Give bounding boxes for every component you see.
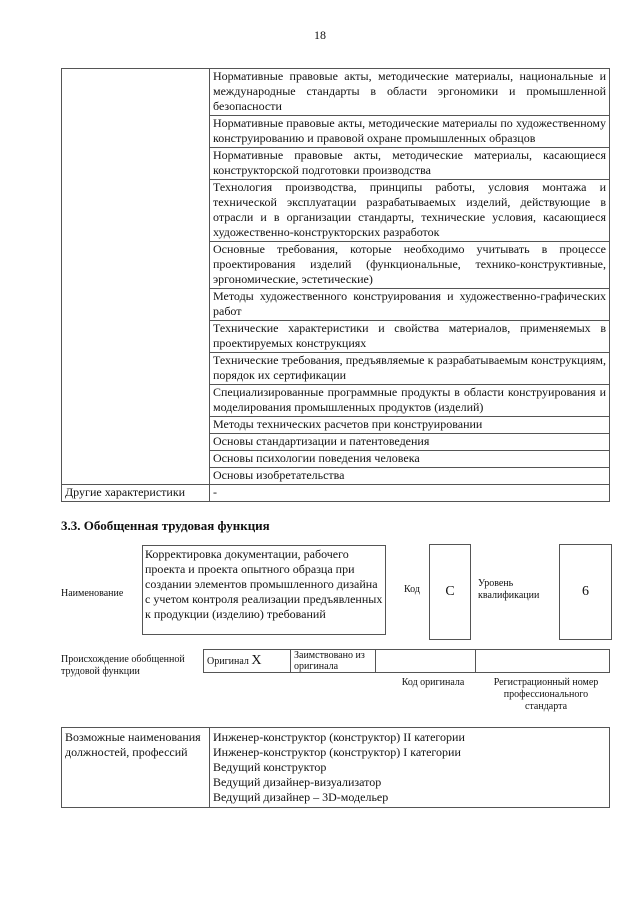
other-characteristics-value: - [210, 485, 610, 502]
code-original-label: Код оригинала [401, 677, 465, 688]
positions-label: Возможные наименования должностей, профессий [62, 728, 210, 808]
qualification-level-box: 6 [559, 544, 612, 640]
positions-table [61, 727, 610, 808]
knowledge-item: Основы изобретательства [210, 468, 610, 485]
knowledge-item: Основы психологии поведения человека [210, 451, 610, 468]
original-label: Оригинал [207, 656, 249, 667]
knowledge-item: Основы стандартизации и патентоведения [210, 434, 610, 451]
knowledge-item: Методы художественного конструирования и художественно-графических работ [210, 289, 610, 321]
knowledge-item: Технология производства, принципы работы, условия монтажа и технической эксплуатации разрабатываемых изделий, действующие в отрасли и в организации стандарты, технические условия, касающиеся художественно-конструкторских разработок [210, 180, 610, 242]
knowledge-item: Методы технических расчетов при конструировании [210, 417, 610, 434]
function-name-box: Корректировка документации, рабочего проекта и проекта опытного образца при создании элементов промышленного дизайна с учетом контроля реализации предъявленных к продукции (изделию) требований [142, 545, 386, 635]
origin-label: Происхождение обобщенной трудовой функции [61, 654, 185, 677]
position-item: Инженер-конструктор (конструктор) II категории [213, 730, 465, 744]
qualification-level-label: Уровень квалификации [478, 578, 540, 601]
original-mark: X [251, 653, 262, 668]
table-row [62, 69, 610, 116]
position-item: Инженер-конструктор (конструктор) I категории [213, 745, 461, 759]
knowledge-item: Специализированные программные продукты в области конструирования и моделирования промышленных продуктов (изделий) [210, 385, 610, 417]
knowledge-item: Нормативные правовые акты, методические материалы, касающиеся конструкторской подготовки производства [210, 148, 610, 180]
knowledge-item: Нормативные правовые акты, методические материалы по художественному конструированию и правовой охране промышленных образцов [210, 116, 610, 148]
code-value-box: C [429, 544, 471, 640]
reg-number-cell [476, 650, 610, 673]
knowledge-item: Технические характеристики и свойства материалов, применяемых в проектируемых конструкциях [210, 321, 610, 353]
positions-list [210, 728, 610, 808]
position-item: Ведущий конструктор [213, 760, 327, 774]
section-title: 3.3. Обобщенная трудовая функция [61, 518, 270, 533]
table-row [62, 728, 610, 808]
knowledge-item: Основные требования, которые необходимо учитывать в процессе проектирования изделий (функциональные, технико-конструктивные, эргономические, эстетические) [210, 242, 610, 289]
knowledge-label-cell [62, 69, 210, 485]
position-item: Ведущий дизайнер-визуализатор [213, 775, 382, 789]
page-number: 18 [314, 28, 326, 42]
knowledge-table [61, 68, 610, 502]
reg-number-label: Регистрационный номер профессионального стандарта [493, 677, 599, 712]
origin-table [203, 649, 610, 673]
code-label: Код [404, 584, 420, 595]
other-characteristics-label: Другие характеристики [62, 485, 210, 502]
code-original-cell [376, 650, 476, 673]
position-item: Ведущий дизайнер – 3D-модельер [213, 790, 389, 804]
knowledge-item: Технические требования, предъявляемые к разрабатываемым конструкциям, порядок их сертификации [210, 353, 610, 385]
borrowed-cell: Заимствовано из оригинала [291, 650, 376, 673]
original-cell [204, 650, 291, 673]
table-row [204, 650, 610, 673]
name-label: Наименование [61, 588, 124, 599]
knowledge-item: Нормативные правовые акты, методические материалы, национальные и международные стандарты в области эргономики и промышленной безопасности [210, 69, 610, 116]
table-row [62, 485, 610, 502]
